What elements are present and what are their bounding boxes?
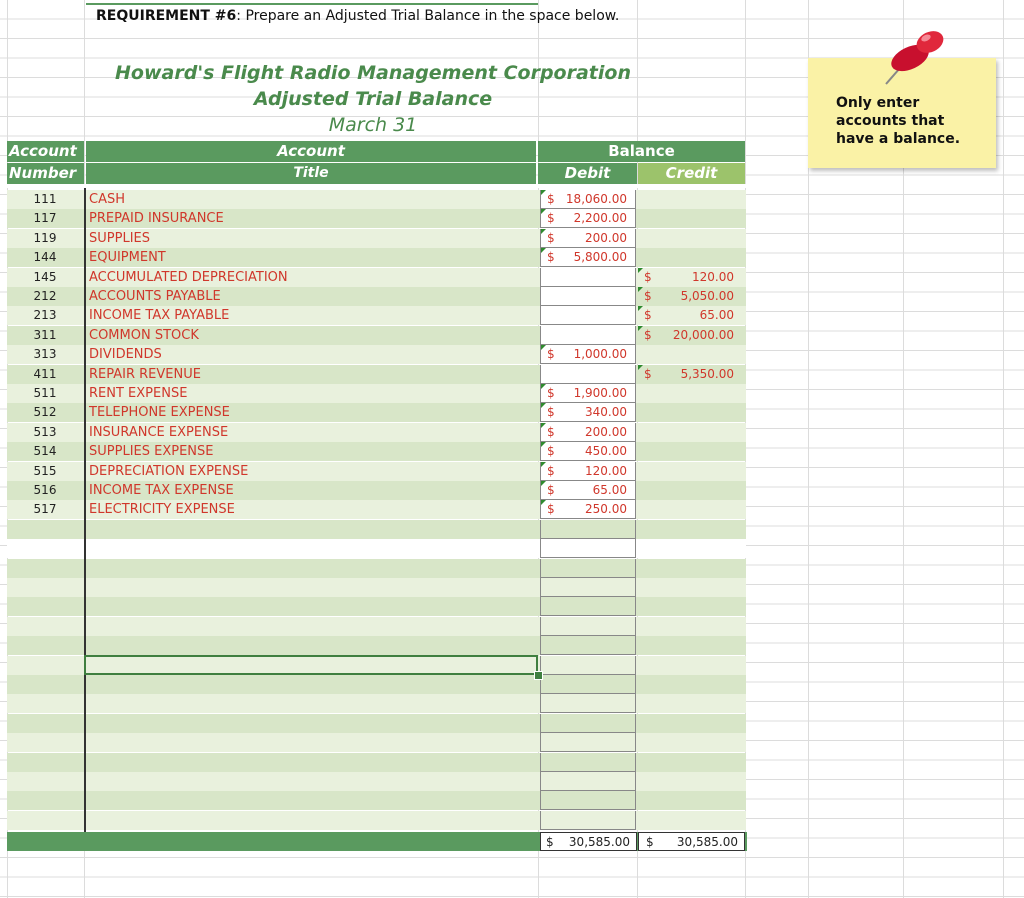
- account-number[interactable]: 411: [33, 366, 57, 381]
- account-title[interactable]: COMMON STOCK: [89, 327, 199, 343]
- account-title[interactable]: EQUIPMENT: [89, 250, 166, 266]
- note-line-2: accounts that: [836, 113, 945, 129]
- debit-cell[interactable]: $ 65.00: [540, 481, 636, 500]
- credit-cell[interactable]: [638, 423, 742, 442]
- account-number[interactable]: 111: [33, 192, 57, 206]
- debit-cell[interactable]: $ 5,800.00: [540, 248, 636, 267]
- account-number[interactable]: 511: [33, 386, 57, 400]
- account-number[interactable]: 311: [33, 327, 57, 342]
- debit-cell[interactable]: $ 200.00: [540, 229, 636, 248]
- debit-cell[interactable]: $ 250.00: [540, 500, 636, 519]
- account-number[interactable]: 517: [33, 502, 57, 517]
- selected-cell[interactable]: [84, 655, 538, 675]
- account-number[interactable]: 513: [33, 424, 57, 439]
- credit-cell[interactable]: $ 5,350.00: [638, 365, 742, 384]
- debit-cell[interactable]: [540, 617, 636, 636]
- debit-cell[interactable]: $ 200.00: [540, 423, 636, 442]
- account-number[interactable]: 516: [33, 483, 57, 497]
- header-number: Number: [7, 163, 84, 184]
- account-number[interactable]: 117: [33, 211, 57, 226]
- note-line-3: have a balance.: [836, 131, 961, 147]
- debit-cell[interactable]: [540, 772, 636, 791]
- header-credit: Credit: [638, 163, 745, 184]
- header-title: Title: [86, 163, 536, 184]
- credit-cell[interactable]: [638, 345, 742, 364]
- account-title[interactable]: ACCOUNTS PAYABLE: [89, 289, 221, 304]
- note-line-1: Only enter: [836, 95, 920, 111]
- debit-cell[interactable]: $ 1,900.00: [540, 384, 636, 403]
- account-title[interactable]: DIVIDENDS: [89, 347, 162, 363]
- account-number[interactable]: 119: [33, 230, 57, 245]
- debit-cell[interactable]: $ 2,200.00: [540, 209, 636, 228]
- account-title[interactable]: INSURANCE EXPENSE: [89, 424, 229, 440]
- account-number[interactable]: 515: [33, 463, 57, 478]
- account-number[interactable]: 514: [33, 444, 57, 459]
- credit-cell[interactable]: [638, 384, 742, 403]
- account-title[interactable]: SUPPLIES: [89, 230, 150, 246]
- requirement-text: REQUIREMENT #6: Prepare an Adjusted Trial Balance in the space below.: [96, 8, 620, 24]
- debit-cell[interactable]: [540, 539, 636, 558]
- debit-cell[interactable]: $ 450.00: [540, 442, 636, 461]
- account-title[interactable]: ELECTRICITY EXPENSE: [89, 502, 235, 518]
- credit-cell[interactable]: $ 5,050.00: [638, 287, 742, 306]
- credit-cell[interactable]: [638, 481, 742, 500]
- account-title[interactable]: PREPAID INSURANCE: [89, 211, 224, 227]
- debit-cell[interactable]: [540, 714, 636, 733]
- credit-cell[interactable]: [638, 500, 742, 519]
- debit-cell[interactable]: [540, 520, 636, 539]
- company-name: Howard's Flight Radio Management Corporation: [115, 62, 631, 84]
- account-title[interactable]: CASH: [89, 192, 125, 207]
- account-title[interactable]: ACCUMULATED DEPRECIATION: [89, 269, 288, 285]
- debit-cell[interactable]: [540, 559, 636, 578]
- debit-cell[interactable]: [540, 306, 636, 325]
- account-number[interactable]: 212: [33, 289, 57, 303]
- total-credit[interactable]: $ 30,585.00: [638, 832, 745, 851]
- top-border: [86, 3, 538, 5]
- debit-cell[interactable]: [540, 656, 636, 675]
- debit-cell[interactable]: [540, 268, 636, 287]
- header-balance: Balance: [538, 141, 745, 162]
- account-title[interactable]: REPAIR REVENUE: [89, 366, 201, 382]
- total-debit[interactable]: $ 30,585.00: [540, 832, 637, 851]
- account-number[interactable]: 512: [33, 405, 57, 420]
- debit-cell[interactable]: [540, 287, 636, 306]
- account-title[interactable]: TELEPHONE EXPENSE: [89, 405, 230, 421]
- account-title[interactable]: RENT EXPENSE: [89, 386, 188, 401]
- header-debit: Debit: [538, 163, 637, 184]
- credit-cell[interactable]: [638, 248, 742, 267]
- debit-cell[interactable]: $ 120.00: [540, 462, 636, 481]
- pushpin-icon: [878, 28, 950, 88]
- debit-cell[interactable]: [540, 753, 636, 772]
- credit-cell[interactable]: [638, 462, 742, 481]
- fill-handle[interactable]: [534, 671, 543, 680]
- account-number[interactable]: 213: [33, 308, 57, 323]
- debit-cell[interactable]: [540, 791, 636, 810]
- credit-cell[interactable]: $ 120.00: [638, 268, 742, 287]
- credit-cell[interactable]: $ 65.00: [638, 306, 742, 325]
- debit-cell[interactable]: [540, 636, 636, 655]
- report-date: March 31: [328, 114, 418, 136]
- debit-cell[interactable]: [540, 326, 636, 345]
- report-title: Adjusted Trial Balance: [253, 88, 493, 110]
- credit-cell[interactable]: [638, 403, 742, 422]
- debit-cell[interactable]: [540, 811, 636, 830]
- account-number[interactable]: 144: [33, 250, 57, 265]
- header-account: Account: [7, 141, 84, 162]
- account-title[interactable]: SUPPLIES EXPENSE: [89, 444, 214, 460]
- debit-cell[interactable]: [540, 733, 636, 752]
- credit-cell[interactable]: [638, 209, 742, 228]
- debit-cell[interactable]: $ 1,000.00: [540, 345, 636, 364]
- account-number[interactable]: 313: [33, 347, 57, 362]
- debit-cell[interactable]: [540, 365, 636, 384]
- header-account-2: Account: [86, 141, 536, 162]
- debit-cell[interactable]: $ 18,060.00: [540, 190, 636, 209]
- debit-cell[interactable]: [540, 578, 636, 597]
- account-title[interactable]: INCOME TAX EXPENSE: [89, 483, 234, 498]
- account-title[interactable]: DEPRECIATION EXPENSE: [89, 463, 249, 479]
- debit-cell[interactable]: [540, 675, 636, 694]
- credit-cell[interactable]: $ 20,000.00: [638, 326, 742, 345]
- debit-cell[interactable]: [540, 597, 636, 616]
- credit-cell[interactable]: [638, 190, 742, 209]
- credit-cell[interactable]: [638, 442, 742, 461]
- debit-cell[interactable]: $ 340.00: [540, 403, 636, 422]
- credit-cell[interactable]: [638, 229, 742, 248]
- debit-cell[interactable]: [540, 694, 636, 713]
- account-number[interactable]: 145: [33, 269, 57, 284]
- account-title[interactable]: INCOME TAX PAYABLE: [89, 308, 230, 324]
